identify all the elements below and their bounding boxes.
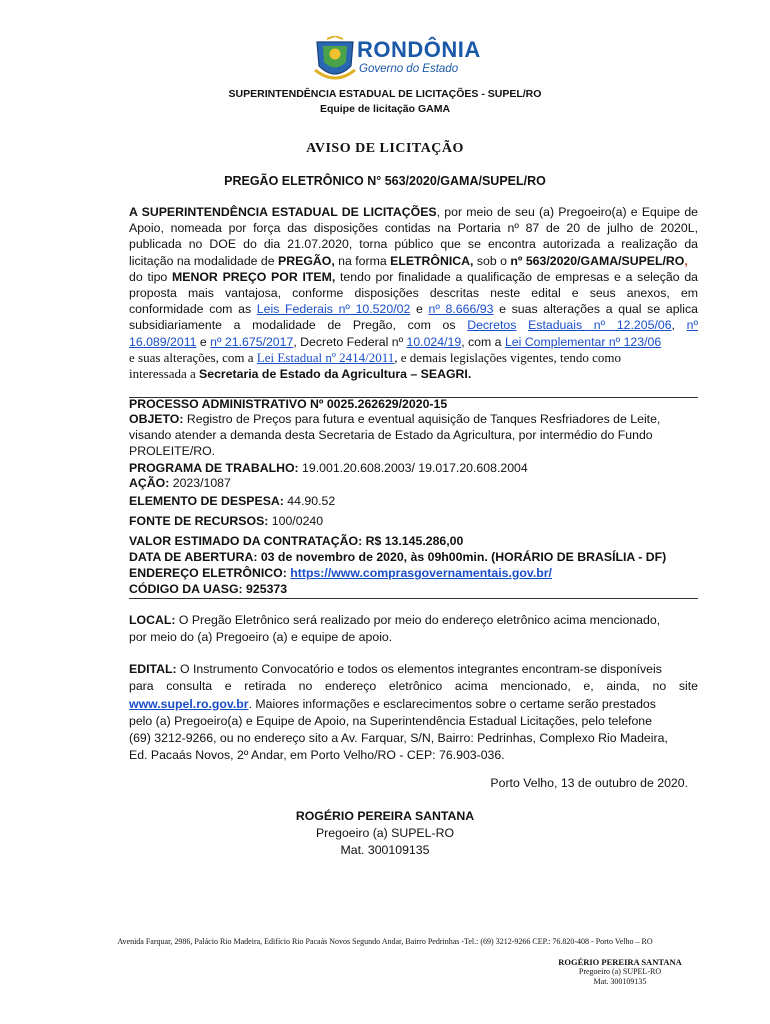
local-paragraph <box>129 612 698 646</box>
intro-text: sob o <box>473 253 511 268</box>
decreto-12205-link[interactable]: Estaduais nº 12.205/06 <box>528 318 672 333</box>
programa-row <box>129 461 698 475</box>
state-coat-of-arms-icon <box>313 36 357 86</box>
rondonia-logo <box>313 36 493 84</box>
logo-subtitle: Governo do Estado <box>359 63 459 75</box>
programa-value: 19.001.20.608.2003/ 19.017.20.608.2004 <box>298 461 528 475</box>
intro-text: , por meio de seu (a) Pregoeiro(a) e Equipe de <box>436 205 699 219</box>
endereco-row <box>129 566 698 580</box>
decreto-10024-link[interactable]: 10.024/19 <box>406 334 462 349</box>
local-line <box>129 612 698 629</box>
stamp-mat: Mat. 300109135 <box>593 977 647 986</box>
tipo: MENOR PREÇO POR ITEM, <box>172 269 336 284</box>
comma: , <box>684 253 688 268</box>
objeto-line <box>129 411 698 427</box>
elemento-label: ELEMENTO DE DESPESA: <box>129 494 284 508</box>
lei-estadual-link[interactable]: Lei Estadual nº 2414/2011 <box>256 349 395 365</box>
fonte-row <box>129 514 698 528</box>
local-label: LOCAL: <box>129 613 176 627</box>
intro-line <box>129 204 698 220</box>
acao-row <box>129 476 698 490</box>
objeto-line: PROLEITE/RO. <box>129 444 216 459</box>
team-heading: Equipe de licitação GAMA <box>319 103 451 115</box>
logo-brand: RONDÔNIA <box>357 37 481 62</box>
local-text: O Pregão Eletrônico será realizado por meio do endereço eletrônico acima mencionado, <box>175 613 661 627</box>
intro-text: interessada a <box>129 366 200 382</box>
intro-line <box>129 366 698 382</box>
elemento-value: 44.90.52 <box>283 494 336 508</box>
intro-text: , Decreto Federal nº <box>293 334 407 349</box>
intro-text: conformidade com as <box>129 302 257 317</box>
objeto-label: OBJETO: <box>129 412 184 426</box>
signer-mat: Mat. 300109135 <box>340 843 430 857</box>
decretos-link[interactable]: Decretos <box>467 318 517 333</box>
date-place: Porto Velho, 13 de outubro de 2020. <box>490 776 688 790</box>
valor-row: VALOR ESTIMADO DA CONTRATAÇÃO: R$ 13.145.286,00 <box>129 534 464 548</box>
edital-line: Ed. Pacaás Novos, 2º Andar, em Porto Velho/RO - CEP: 76.903-036. <box>129 748 505 763</box>
intro-paragraph <box>129 204 698 382</box>
supel-link[interactable]: www.supel.ro.gov.br <box>129 696 249 711</box>
programa-label: PROGRAMA DE TRABALHO: <box>129 461 299 475</box>
decreto-21675-link[interactable]: nº 21.675/2017 <box>210 334 294 349</box>
objeto-block <box>129 411 698 460</box>
compras-link[interactable]: https://www.comprasgovernamentais.gov.br/ <box>290 566 552 580</box>
signer-role: Pregoeiro (a) SUPEL-RO <box>315 826 455 840</box>
pregao-ref: nº 563/2020/GAMA/SUPEL/RO <box>510 253 685 268</box>
edital-text: . Maiores informações e esclarecimentos sobre o certame serão prestados <box>248 696 656 711</box>
acao-label: AÇÃO: <box>129 476 170 490</box>
intro-text: na forma <box>334 253 391 268</box>
intro-text: e suas alterações a qual se aplica <box>493 302 698 317</box>
process-number: PROCESSO ADMINISTRATIVO Nº 0025.262629/2020-15 <box>129 397 448 411</box>
objeto-line: visando atender a demanda desta Secretaria de Estado da Agricultura, por intermédio do Fundo <box>129 428 653 443</box>
stamp-name: ROGÉRIO PEREIRA SANTANA <box>558 957 682 967</box>
page-footer: Avenida Farquar, 2986, Palácio Rio Madeira, Edifício Rio Pacaás Novos Segundo Andar, Bairro Pedrinhas -Tel.: (69) 3212-9266 CEP.: 76.820-408 - Porto Velho – RO <box>117 937 653 946</box>
intro-text: tendo por finalidade a qualificação de empresas e a seleção da <box>335 269 698 284</box>
signature-block <box>285 808 485 859</box>
decreto-16089-link[interactable]: 16.089/2011 <box>129 334 197 349</box>
intro-text: licitação na modalidade de <box>129 253 279 268</box>
modality: PREGÃO, <box>278 253 335 268</box>
intro-line <box>129 334 698 350</box>
intro-text: e <box>196 334 211 349</box>
intro-line <box>129 317 698 333</box>
intro-line <box>129 350 698 366</box>
data-row: DATA DE ABERTURA: 03 de novembro de 2020, às 09h00min. (HORÁRIO DE BRASÍLIA - DF) <box>129 550 667 564</box>
decreto-n-link[interactable]: nº <box>686 318 698 333</box>
intro-line: proposta mais vantajosa, conforme disposições descritas neste edital e seus anexos, em <box>129 286 698 301</box>
edital-line <box>129 696 698 713</box>
org-heading: SUPERINTENDÊNCIA ESTADUAL DE LICITAÇÕES - SUPEL/RO <box>228 88 542 100</box>
intro-text: do tipo <box>129 269 173 284</box>
intro-text: e suas alterações, com a <box>129 349 257 365</box>
uasg-row: CÓDIGO DA UASG: 925373 <box>129 582 288 596</box>
divider <box>129 598 698 599</box>
intro-text <box>516 318 528 332</box>
edital-line: para consulta e retirada no endereço eletrônico acima mencionado, e, ainda, no site <box>129 679 698 694</box>
lei-complementar-link[interactable]: Lei Complementar nº 123/06 <box>504 334 662 349</box>
fonte-label: FONTE DE RECURSOS: <box>129 514 269 528</box>
law-link-8666[interactable]: nº 8.666/93 <box>428 302 494 317</box>
intro-line <box>129 301 698 317</box>
interested-party: Secretaria de Estado da Agricultura – SEAGRI. <box>199 367 472 382</box>
edital-label: EDITAL: <box>129 662 177 676</box>
intro-text: subsidiariamente a modalidade de Pregão, com os <box>129 318 468 333</box>
intro-text: , <box>671 318 687 333</box>
signer-name: ROGÉRIO PEREIRA SANTANA <box>295 809 475 823</box>
acao-value: 2023/1087 <box>169 476 231 490</box>
stamp-role: Pregoeiro (a) SUPEL-RO <box>578 967 662 976</box>
pregao-number: PREGÃO ELETRÔNICO N° 563/2020/GAMA/SUPEL/RO <box>224 174 546 188</box>
document-title: AVISO DE LICITAÇÃO <box>306 141 464 156</box>
local-line: por meio do (a) Pregoeiro (a) e equipe de apoio. <box>129 630 393 644</box>
intro-line <box>129 253 698 269</box>
intro-text: , com a <box>461 334 505 349</box>
intro-line: Apoio, nomeada por força das disposições contidas na Portaria nº 87 de 20 de julho de 2020L, <box>129 221 698 236</box>
intro-text: e <box>410 302 429 317</box>
form: ELETRÔNICA, <box>390 253 474 268</box>
intro-text: , e demais legislações vigentes, tendo como <box>394 349 621 365</box>
endereco-label: ENDEREÇO ELETRÔNICO: <box>129 566 291 580</box>
edital-line <box>129 661 698 678</box>
elemento-row <box>129 494 698 508</box>
edital-text: O Instrumento Convocatório e todos os elementos integrantes encontram-se disponíveis <box>176 662 662 676</box>
objeto-text: Registro de Preços para futura e eventual aquisição de Tanques Resfriadores de Leite, <box>183 412 661 426</box>
intro-line <box>129 269 698 285</box>
org-name: A SUPERINTENDÊNCIA ESTADUAL DE LICITAÇÕES <box>129 205 437 219</box>
edital-paragraph <box>129 661 698 765</box>
intro-line: publicada no DOE do dia 21.07.2020, torna público que se encontra autorizada a realização da <box>129 237 698 252</box>
edital-line: pelo (a) Pregoeiro(a) e Equipe de Apoio, na Superintendência Estadual Licitações, pelo telefone <box>129 713 652 728</box>
law-link-10520[interactable]: Leis Federais nº 10.520/02 <box>256 302 411 317</box>
edital-line: (69) 3212-9266, ou no endereço sito a Av. Farquar, S/N, Bairro: Pedrinhas, Complexo Rio Madeira, <box>129 731 668 746</box>
fonte-value: 100/0240 <box>268 514 324 528</box>
